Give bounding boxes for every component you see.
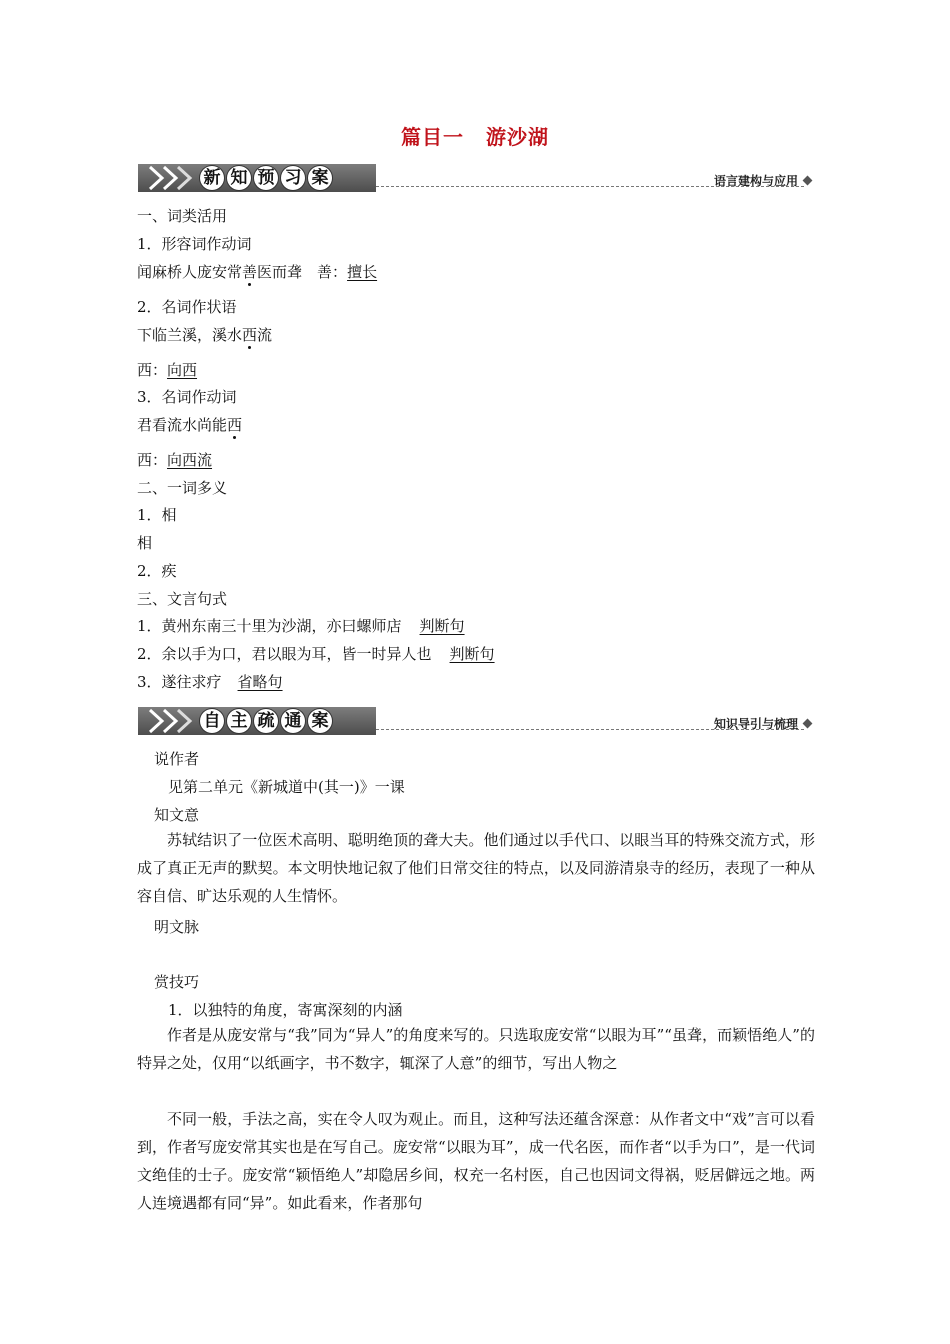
sentence-text: 医而聋: [257, 263, 303, 281]
subsection-heading: 说作者: [154, 750, 200, 768]
banner-tag: 知识导引与梳理: [713, 717, 798, 731]
banner-char: 习: [281, 166, 305, 190]
pattern-answer: 判断句: [449, 645, 495, 663]
pattern-answer: 省略句: [237, 673, 283, 691]
banner-tag: 语言建构与应用: [713, 174, 798, 188]
example-line: [137, 262, 377, 282]
sentence-text: 下临兰溪，溪水: [137, 326, 243, 344]
page-title: [0, 121, 950, 150]
item-label: 3．名词作动词: [137, 388, 237, 406]
title-name: 游沙湖: [486, 125, 549, 149]
double-chevron-icon: [142, 164, 196, 192]
double-chevron-icon: [142, 707, 196, 735]
meaning-paragraph: 苏轼结识了一位医术高明、聪明绝顶的聋大夫。他们通过以手代口、以眼当耳的特殊交流方式，形成了真正无声的默契。本文明快地记叙了他们日常交往的特点，以及同游清泉寺的经历，表现了一种从容自信、旷达乐观的人生情怀。: [137, 831, 815, 905]
diamond-icon: [803, 176, 813, 186]
banner-char: 知: [227, 166, 251, 190]
gloss-line: [137, 450, 212, 470]
gloss-answer: 向西流: [167, 451, 213, 469]
section-banner-study: [138, 705, 812, 739]
gloss-key: 善：: [317, 263, 348, 281]
banner-char: 疏: [254, 709, 278, 733]
sentence-text: 君看流水尚能: [137, 416, 228, 434]
banner-char: 通: [281, 709, 305, 733]
key-char: 善: [242, 263, 258, 281]
banner-char: 自: [200, 709, 224, 733]
item-label: 1．相: [137, 506, 177, 524]
example-line: [137, 325, 272, 345]
section-heading: 二、一词多义: [137, 479, 228, 497]
title-part: 篇目一: [401, 125, 464, 149]
sentence-text: 流: [257, 326, 273, 344]
item-sub: 相: [137, 534, 153, 552]
item-label: 1．形容词作动词: [137, 235, 252, 253]
key-char: 西: [242, 326, 258, 344]
section-heading: 三、文言句式: [137, 590, 228, 608]
sentence-item: [137, 616, 465, 636]
pattern-answer: 判断句: [419, 617, 465, 635]
sentence-text: 2．余以手为口，君以眼为耳，皆一时异人也: [137, 645, 432, 663]
sentence-item: [137, 672, 283, 692]
technique-paragraph: 作者是从庞安常与“我”同为“异人”的角度来写的。只选取庞安常“以眼为耳”“虽聋，而颖悟绝人”的特异之处，仅用“以纸画字，书不数字，辄深了人意”的细节，写出人物之: [137, 1026, 815, 1072]
sentence-text: 闻麻桥人庞安常: [137, 263, 243, 281]
item-label: 2．疾: [137, 562, 177, 580]
section-heading: 一、词类活用: [137, 207, 228, 225]
gloss-answer: 擅长: [347, 263, 378, 281]
sentence-item: [137, 644, 495, 664]
gloss-key: 西：: [137, 451, 168, 469]
gloss-line: [137, 360, 197, 380]
subsection-heading: 明文脉: [154, 918, 200, 936]
technique-subheading: 1．以独特的角度，寄寓深刻的内涵: [168, 1001, 403, 1019]
author-note: 见第二单元《新城道中(其一)》一课: [168, 778, 405, 796]
example-line: [137, 415, 242, 435]
banner-char: 预: [254, 166, 278, 190]
subsection-heading: 知文意: [154, 806, 200, 824]
item-label: 2．名词作状语: [137, 298, 237, 316]
gloss-answer: 向西: [167, 361, 198, 379]
subsection-heading: 赏技巧: [154, 973, 200, 991]
gloss-key: 西：: [137, 361, 168, 379]
banner-char: 主: [227, 709, 251, 733]
sentence-text: 1．黄州东南三十里为沙湖，亦曰螺师店: [137, 617, 402, 635]
section-banner-preview: [138, 162, 812, 196]
banner-char: 案: [308, 166, 332, 190]
diamond-icon: [803, 719, 813, 729]
banner-char: 案: [308, 709, 332, 733]
sentence-text: 3．遂往求疗: [137, 673, 222, 691]
banner-char: 新: [200, 166, 224, 190]
technique-paragraph: 不同一般，手法之高，实在令人叹为观止。而且，这种写法还蕴含深意：从作者文中“戏”言可以看到，作者写庞安常其实也是在写自己。庞安常“以眼为耳”，成一代名医，而作者“以手为口”，是一代词文绝佳的士子。庞安常“颖悟绝人”却隐居乡间，权充一名村医，自己也因词文得祸，贬居僻远之地。两人连境遇都有同“异”。如此看来，作者那句: [137, 1110, 815, 1212]
key-char: 西: [227, 416, 243, 434]
